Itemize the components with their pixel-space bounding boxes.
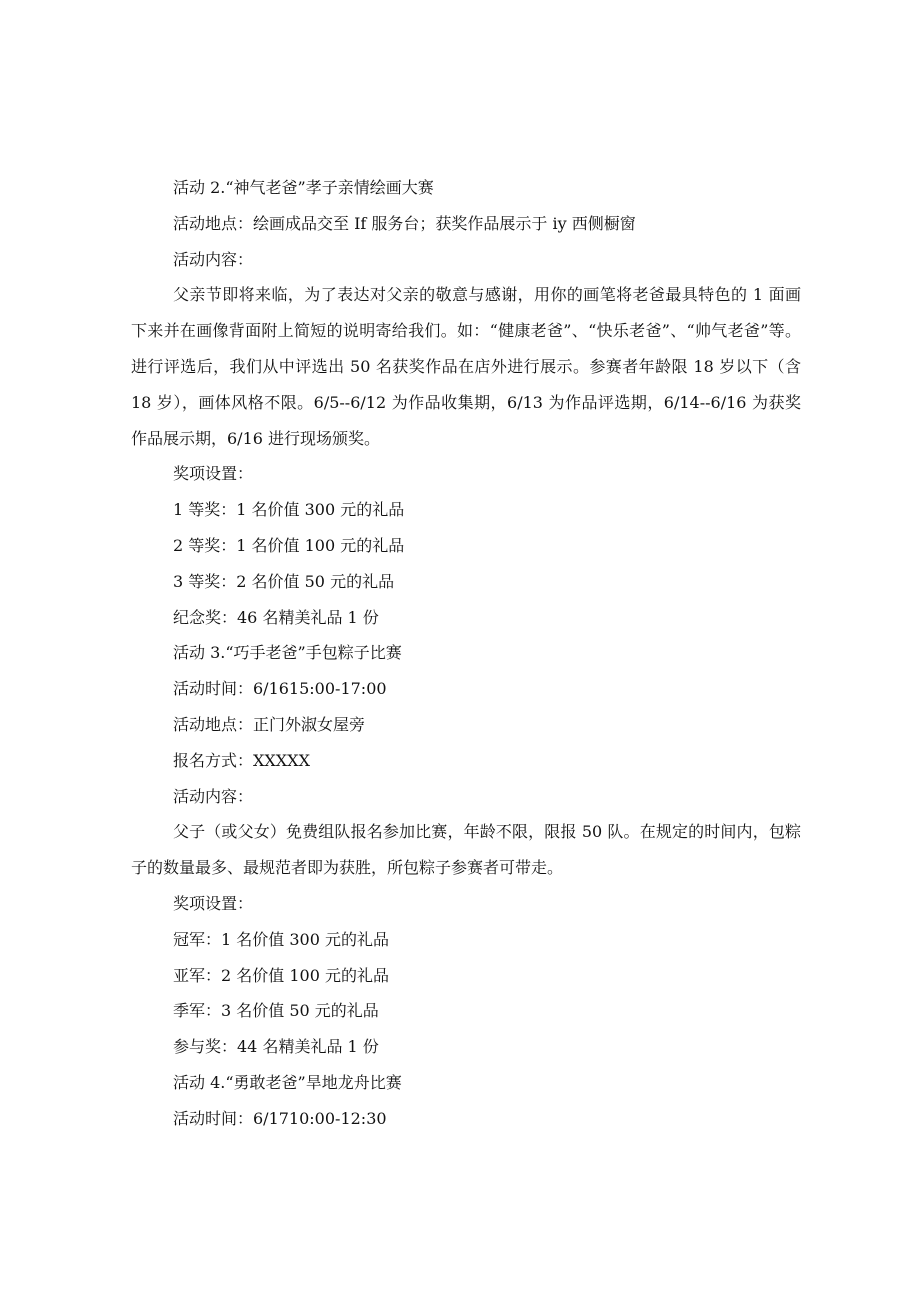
activity-3-signup: 报名方式：XXXXX: [173, 750, 310, 770]
activity-3-award-third: 季军：3 名价值 50 元的礼品: [173, 1001, 379, 1021]
activity-3-award-runner-up: 亚军：2 名价值 100 元的礼品: [173, 965, 389, 985]
activity-2-location: 活动地点：绘画成品交至 If 服务台；获奖作品展示于 iy 西侧橱窗: [173, 213, 636, 233]
activity-4-time: 活动时间：6/1710:00-12:30: [173, 1108, 387, 1128]
activity-2-award-commemorative: 纪念奖：46 名精美礼品 1 份: [173, 607, 379, 627]
activity-2-awards-label: 奖项设置：: [173, 464, 254, 484]
activity-3-awards-label: 奖项设置：: [173, 893, 254, 913]
activity-3-content-paragraph: 父子（或父女）免费组队报名参加比赛，年龄不限，限报 50 队。在规定的时间内，包粽子的数量最多、最规范者即为获胜，所包粽子参赛者可带走。: [131, 822, 801, 878]
activity-2-award-second: 2 等奖：1 名价值 100 元的礼品: [173, 535, 405, 555]
activity-3-award-champion: 冠军：1 名价值 300 元的礼品: [173, 929, 389, 949]
activity-4-title: 活动 4.“勇敢老爸”旱地龙舟比赛: [173, 1072, 402, 1092]
activity-2-award-third: 3 等奖：2 名价值 50 元的礼品: [173, 571, 395, 591]
document-body: [131, 170, 801, 1137]
activity-3-award-participation: 参与奖：44 名精美礼品 1 份: [173, 1037, 379, 1057]
activity-2-content-label: 活动内容：: [173, 249, 254, 269]
activity-2-title: 活动 2.“神气老爸”孝子亲情绘画大赛: [173, 178, 434, 197]
activity-2-award-first: 1 等奖：1 名价值 300 元的礼品: [173, 500, 405, 520]
activity-2-content-paragraph: 父亲节即将来临，为了表达对父亲的敬意与感谢，用你的画笔将老爸最具特色的 1 面画下来并在画像背面附上简短的说明寄给我们。如：“健康老爸”、“快乐老爸”、“帅气老爸”等。进行评选后，我们从中评选出 50 名获奖作品在店外进行展示。参赛者年龄限 18 岁以下（含 18 岁），画体风格不限。6/5--6/12 为作品收集期，6/13 为作品评选期，6/14--6/16 为获奖作品展示期，6/16 进行现场颁奖。: [131, 285, 801, 448]
activity-3-location: 活动地点：正门外淑女屋旁: [173, 714, 366, 734]
activity-3-content-label: 活动内容：: [173, 786, 254, 806]
activity-3-title: 活动 3.“巧手老爸”手包粽子比赛: [173, 643, 402, 663]
activity-3-time: 活动时间：6/1615:00-17:00: [173, 679, 387, 699]
